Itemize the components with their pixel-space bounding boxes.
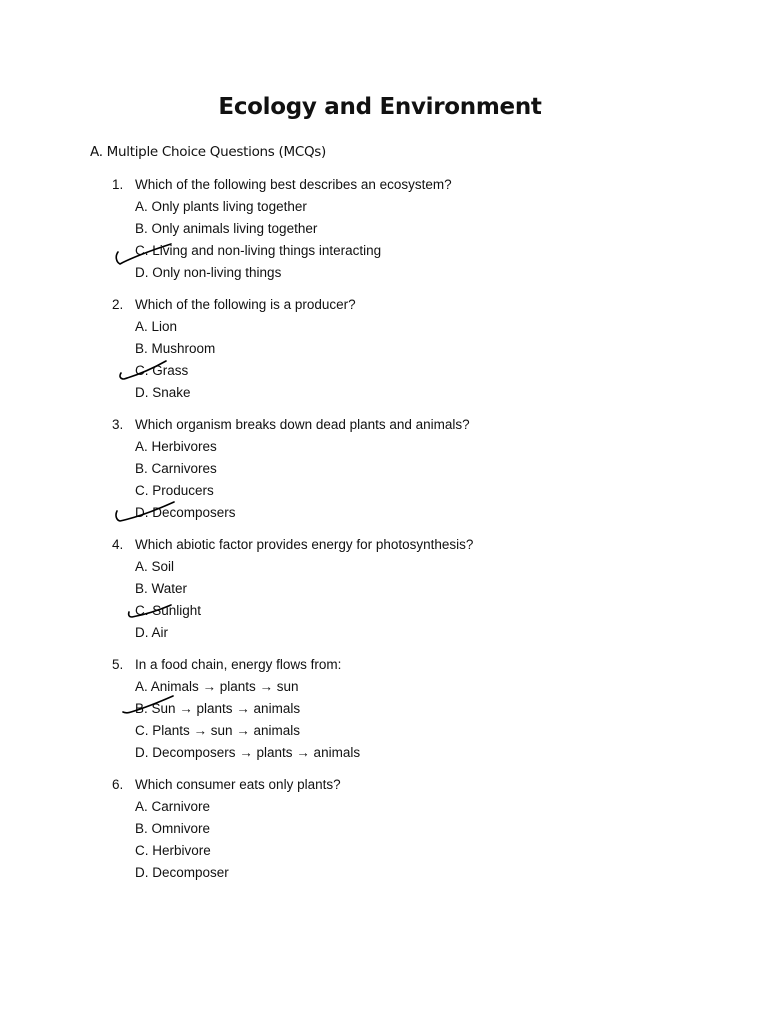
option-b: B. Water: [135, 581, 188, 596]
option-c: C. Plants → sun → animals: [135, 723, 301, 738]
option-a: A. Soil: [135, 559, 175, 574]
question-number: 5.: [112, 657, 124, 672]
option-a: A. Lion: [135, 319, 178, 334]
option-c: C. Herbivore: [135, 843, 211, 858]
option-a: A. Animals → plants → sun: [135, 679, 299, 694]
question-number: 4.: [112, 537, 124, 552]
option-d: D. Snake: [135, 385, 191, 400]
option-a: A. Only plants living together: [135, 199, 307, 214]
option-c: C. Living and non-living things interacting: [135, 243, 382, 258]
option-b: B. Sun → plants → animals: [135, 701, 301, 716]
question-text: Which organism breaks down dead plants and animals?: [135, 417, 470, 432]
option-c: C. Grass: [135, 363, 189, 378]
question-text: Which abiotic factor provides energy for photosynthesis?: [135, 537, 474, 552]
option-d: D. Air: [135, 625, 169, 640]
question-number: 1.: [112, 177, 124, 192]
option-d: D. Decomposers: [135, 505, 236, 520]
question-number: 6.: [112, 777, 124, 792]
question-number: 2.: [112, 297, 124, 312]
option-a: A. Carnivore: [135, 799, 211, 814]
option-d: D. Decomposers → plants → animals: [135, 745, 361, 760]
option-c: C. Sunlight: [135, 603, 202, 618]
section-heading: A. Multiple Choice Questions (MCQs): [90, 144, 326, 160]
option-c: C. Producers: [135, 483, 214, 498]
question-number: 3.: [112, 417, 124, 432]
option-b: B. Omnivore: [135, 821, 211, 836]
option-a: A. Herbivores: [135, 439, 217, 454]
question-text: Which consumer eats only plants?: [135, 777, 341, 792]
question-text: Which of the following best describes an ecosystem?: [135, 177, 452, 192]
option-d: D. Decomposer: [135, 865, 229, 880]
option-b: B. Carnivores: [135, 461, 217, 476]
option-b: B. Only animals living together: [135, 221, 318, 236]
option-b: B. Mushroom: [135, 341, 216, 356]
question-text: Which of the following is a producer?: [135, 297, 356, 312]
question-text: In a food chain, energy flows from:: [135, 657, 342, 672]
page-title: Ecology and Environment: [218, 94, 542, 120]
option-d: D. Only non-living things: [135, 265, 282, 280]
